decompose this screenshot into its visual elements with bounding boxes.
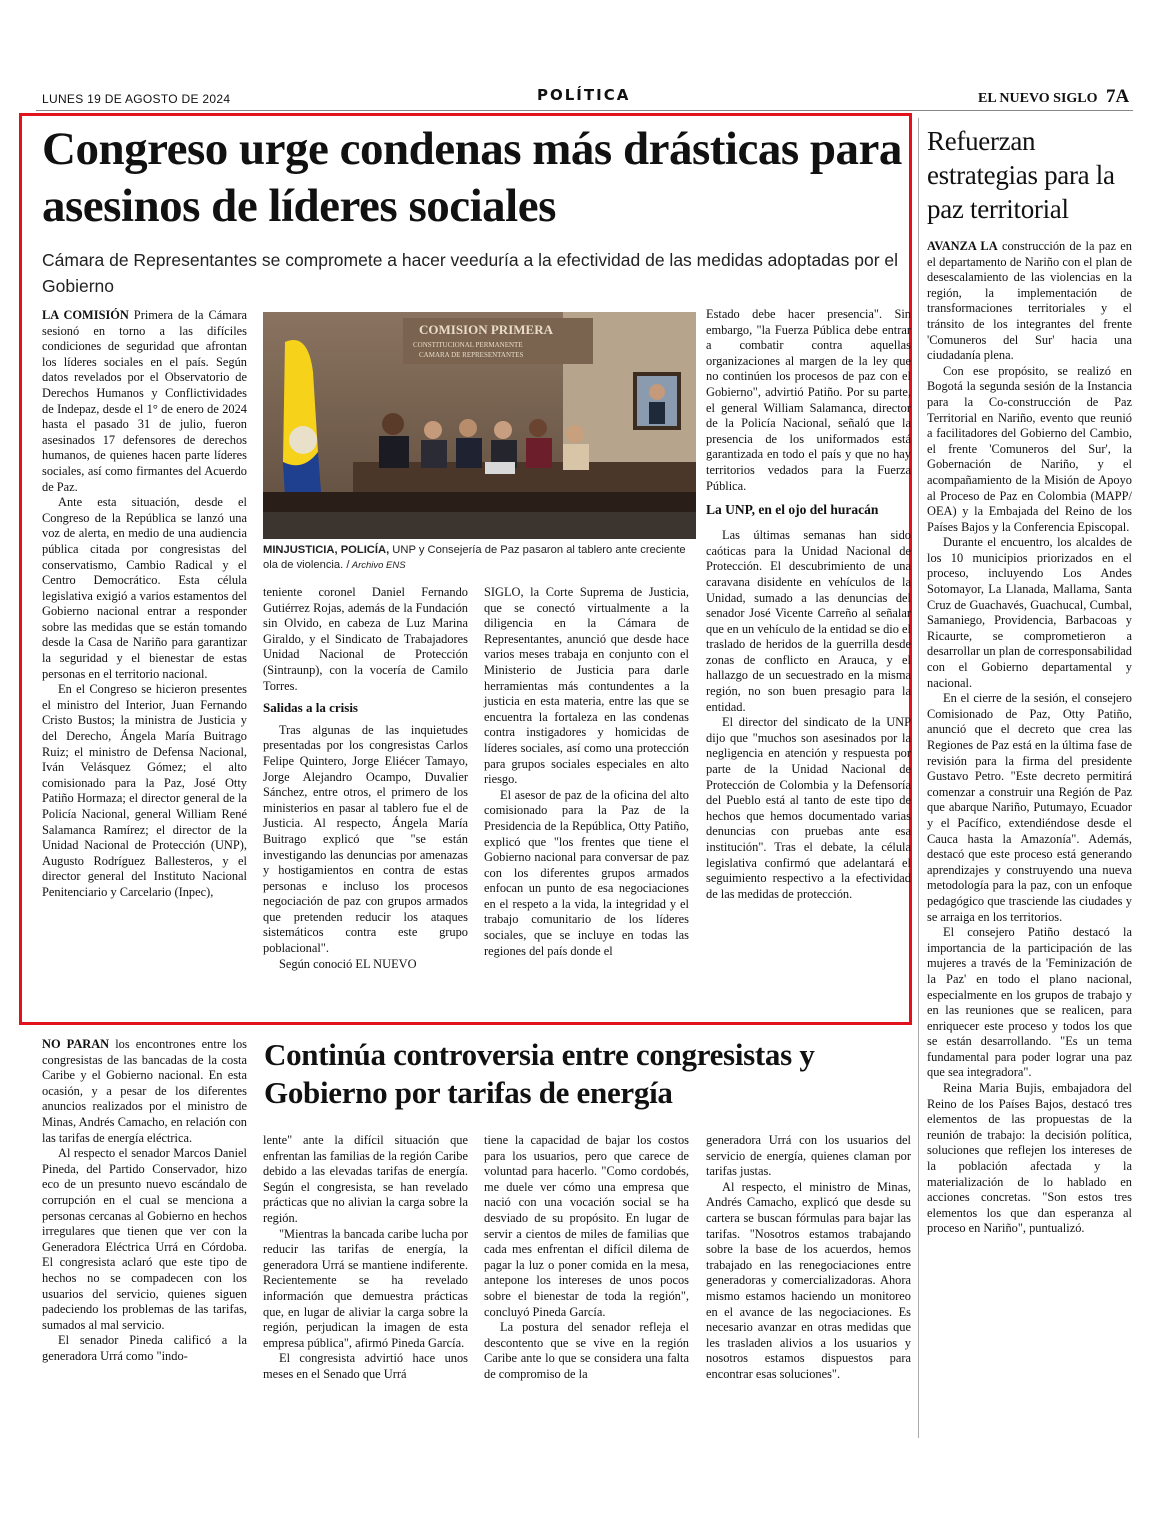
subheading: La UNP, en el ojo del huracán (706, 502, 879, 518)
paragraph: los encontrones entre los congresistas de las bancadas de la costa Caribe y el Gobierno nacional. En esta ocasión, y a pesar de los diferentes anuncios realizados por el ministro de Minas, Andrés Camacho, en relación con las tarifas de energía eléctrica. (42, 1037, 247, 1145)
main-column-3 (484, 585, 689, 959)
paragraph: En el Congreso se hicieron presentes el ministro del Interior, Juan Fernando Cristo Bustos; la ministra de Justicia y del Derecho, Ángela María Buitrago Ruiz; el ministro de Defensa Nacional, Iván Velásquez Gómez; el alto comisionado para la Paz, José Otty Patiño Hormaza; el director general de la Policía Nacional, general William René Salamanca Ramírez; el director de la Unidad Nacional de Protección (UNP), Augusto Rodríguez Ballesteros, y el director general del Instituto Nacional Penitenciario y Carcelario (Inpec), (42, 682, 247, 899)
column-separator (918, 118, 919, 1438)
second-column-1 (42, 1037, 247, 1364)
paragraph: Tras algunas de las inquietudes presentadas por los congresistas Carlos Felipe Quintero, Jorge Eliécer Tamayo, Jorge Alejandro Ocampo, Duvalier Sánchez, entre otros, el primero de los ministerios en pasar al tablero fue el de Justicia. Al respecto, Ángela María Buitrago explicó que "se están investigando las denuncias por amenazas y hostigamientos en contra de estas personas e incluso los procesos negociación de paz con grupos armados que pretenden reducir los ataques sistemáticos contra este grupo poblacional". (263, 722, 468, 956)
article-photo (263, 312, 696, 539)
main-column-1 (42, 308, 247, 901)
paragraph: Según conoció EL NUEVO (279, 956, 417, 971)
paragraph: generadora Urrá con los usuarios del servicio de energía, quienes claman por tarifas justas. (706, 1133, 911, 1179)
photo-sign-line-2: CONSTITUCIONAL PERMANENTE (413, 341, 523, 349)
paragraph: Ante esta situación, desde el Congreso de la República se lanzó una voz de alerta, en medio de una audiencia pública citada por congresistas del conservatismo, Cambio Radical y el Centro Democrático. Esta célula legislativa exigió a varios estamentos del Gobierno nacional entrar a responder sobre las medidas que se están tomando desde la Casa de Nariño para garantizar la seguridad y el bienestar de estas personas en el territorio nacional. (42, 495, 247, 681)
page-number: 7A (1106, 86, 1130, 107)
second-column-3 (484, 1133, 689, 1383)
paragraph: lente" ante la difícil situación que enfrentan las familias de la región Caribe debido a las elevadas tarifas de energía. Según el congresista, se han revelado prácticas que no alivian la carga sobre la región. (263, 1133, 468, 1225)
second-column-4 (706, 1133, 911, 1383)
caption-credit: Archivo ENS (349, 560, 406, 571)
paragraph: Al respecto el senador Marcos Daniel Pineda, del Partido Conservador, hizo eco de un presunto nuevo escándalo de corrupción en el cual se menciona a personas cercanas al Gobierno en hechos irregulares que tienen que ver con la Generadora Eléctrica Urrá en Córdoba. El congresista aclaró que este tipo de hechos no se compadecen con los usuarios del servicio, quienes siguen padeciendo los problemas de las tarifas, sumados al mal servicio. (42, 1146, 247, 1332)
header-rule (36, 110, 1133, 111)
second-headline: Continúa controversia entre congresistas y Gobierno por tarifas de energía (264, 1037, 815, 1110)
section-name: POLÍTICA (537, 86, 631, 104)
paragraph: El director del sindicato de la UNP dijo que "muchos son asesinados por la negligencia en atención y respuesta por parte de la Unidad Nacional de Protección de Colombia y la Defensoría del Pueblo está al tanto de este tipo de hechos que hemos documentado varias denuncias con pruebas ante esa institución". Tras el debate, la célula legislativa confirmó que adelantará el seguimiento respectivo a la efectividad de las medidas de protección. (706, 715, 911, 901)
second-column-2 (263, 1133, 468, 1383)
issue-date: LUNES 19 DE AGOSTO DE 2024 (42, 92, 231, 106)
paragraph: Durante el encuentro, los alcaldes de los 10 municipios priorizados en el proceso, incluyendo Los Andes Sotomayor, La Llanada, Mallama, Santa Cruz de Guachavés, Guachucal, Cumbal, Samaniego, Providencia, Barbacoas y Ricaurte, se comprometieron a desarrollar un plan de corresponsabilidad con el Gobierno departamental y nacional. (927, 535, 1132, 690)
newspaper-name: EL NUEVO SIGLO (978, 91, 1098, 106)
paragraph: teniente coronel Daniel Fernando Gutiérrez Rojas, además de la Fundación sin Olvido, en cabeza de Luz Marina Giraldo, y el Sindicato de Trabajadores Unidad Nacional de Protección (Sintraunp), con la vocería de Camilo Torres. (263, 585, 468, 693)
paragraph: El congresista advirtió hace unos meses en el Senado que Urrá (263, 1351, 468, 1381)
paragraph: El asesor de paz de la oficina del alto comisionado para la Paz de la Presidencia de la República, Otty Patiño, explicó que "los frentes que tiene el Gobierno nacional para conversar de paz con los diferentes grupos armados enfocan un punto de esa negociaciones en el respeto a la vida, la integridad y el trabajo comunitario de los líderes sociales, que se incluye en todas las regiones del país donde el (484, 787, 689, 958)
paragraph: Reina Maria Bujis, embajadora del Reino de los Países Bajos, destacó tres elementos de las propuestas de la reunión de trabajo: la decisión política, soluciones que reflejen los intereses de la población afectada y la materialización de lo hablado en acciones concretas. "Son estos tres elementos los que dan esperanza al proceso en Nariño", puntualizó. (927, 1081, 1132, 1236)
paragraph: El senador Pineda calificó a la generadora Urrá como "indo- (42, 1333, 247, 1363)
paragraph: La postura del senador refleja el descontento que se vive en la región Caribe ante lo que se considera una falta de compromiso de la (484, 1320, 689, 1381)
subheading: Salidas a la crisis (263, 700, 358, 716)
paragraph: Al respecto, el ministro de Minas, Andrés Camacho, explicó que desde su cartera se buscan fórmulas para bajar las tarifas. "Nosotros estamos trabajando sobre la base de los acuerdos, hemos trabajado en las renegociaciones entre generadoras y comercializadoras. Ahora mismo estamos haciendo un monitoreo en el avance de las negociaciones. Es necesario avanzar en otras medidas que les trasladen alivios a los usuarios y nosotros estamos dispuestos para encontrar esas soluciones". (706, 1179, 911, 1381)
side-headline: Refuerzan estrategias para la paz territorial (927, 126, 1115, 224)
main-headline: Congreso urge condenas más drásticas para asesinos de líderes sociales (42, 123, 902, 232)
caption-text: UNP y Consejería de Paz pasaron al tablero ante creciente ola de violencia. / (263, 544, 686, 571)
main-column-2 (263, 585, 468, 972)
paragraph: Las últimas semanas han sido caóticas para la Unidad Nacional de Protección. El descubrimiento de una caravana disidente en vehículos de la Unidad, sumado a las denuncias del senador José Vicente Carreño al señalar que en un vehículo de la entidad se dio el traslado de heridos de la guerrilla desde zonas de conflicto en Arauca, y el hallazgo de un secuestrado en la misma región, no son buen presagio para la entidad. (706, 528, 911, 714)
paragraph: Primera de la Cámara sesionó en torno a las difíciles condiciones de seguridad que afrontan los líderes sociales en el país. Según datos revelados por el Observatorio de Derechos Humanos y Conflictividades de Indepaz, desde el 1° de enero de 2024 hasta el pasado 31 de julio, fueron asesinados 17 defensores de derechos humanos, de quienes hacen parte líderes sociales, así como firmantes del Acuerdo de Paz. (42, 308, 248, 494)
main-subtitle: Cámara de Representantes se compromete a hacer veeduría a la efectividad de las medidas adoptadas por el Gobierno (42, 250, 899, 296)
caption-lead: MINJUSTICIA, POLICÍA, (263, 544, 390, 556)
lead-word: AVANZA LA (927, 239, 998, 253)
photo-sign-line-3: CAMARA DE REPRESENTANTES (419, 351, 524, 359)
paragraph: "Mientras la bancada caribe lucha por reducir las tarifas de energía, la generadora Urrá se mantiene indiferente. Recientemente se ha revelado información que demuestra prácticas que, en lugar de aliviar la carga sobre la región, perjudican la imagen de esta empresa pública", afirmó Pineda García. (263, 1226, 468, 1350)
paragraph: En el cierre de la sesión, el consejero Comisionado de Paz, Otty Patiño, anunció que el decreto que crea las Regiones de Paz está en la última fase de revisión para la firma del presidente Gustavo Petro. "Este decreto permitirá comenzar a construir una Región de Paz que abarque Nariño, Putumayo, Ecuador y el Pacífico, extendiéndose desde el Cauca hasta la Amazonía". Además, destacó que este proceso está generando aprendizajes y construyendo una nueva metodología para la paz, con un enfoque pedagógico que trasciende las ciudades y se arraiga en los territorios. (927, 691, 1132, 924)
paragraph: El consejero Patiño destacó la importancia de la participación de las mujeres a través de la 'Feminización de la Paz' en todo el plano nacional, especialmente en los grupos de trabajo y en las reuniones que se realicen, para enriquecer este proceso y todos los que se están desarrollando. "Es un tema fundamental para poder lograr una paz que sea integradora". (927, 925, 1132, 1080)
main-column-4 (706, 307, 911, 902)
lead-word: LA COMISIÓN (42, 308, 129, 322)
committee-photo-illustration (263, 312, 696, 539)
photo-sign-line-1: COMISION PRIMERA (419, 322, 553, 337)
paragraph: construcción de la paz en el departamento de Nariño con el plan de desescalamiento de las violencias en la región, la implementación de transformaciones territoriales y el tránsito de los integrantes del frente 'Comuneros del Sur' hacia una ciudadanía plena. (927, 239, 1132, 363)
paragraph: SIGLO, la Corte Suprema de Justicia, que se conectó virtualmente a la diligencia en la Cámara de Representantes, anunció que desde hace varios meses trabaja en conjunto con el Ministerio de Justicia para darle herramientas más contundentes a la justicia en esta materia, entre las que se encuentra la fortaleza en las condenas contra instigadores y homicidas de líderes sociales, así como una protección para grupos sociales especiales en alto riesgo. (484, 585, 689, 787)
lead-word: NO PARAN (42, 1037, 110, 1051)
paragraph: Estado debe hacer presencia". Sin embargo, "la Fuerza Pública debe entrar a combatir contra aquellas organizaciones al margen de la ley que no continúen los procesos de paz con el Gobierno", advirtió Patiño. Por su parte, el general William Salamanca, director de la Policía Nacional, señaló que la presencia de los uniformados está garantizada en todo el país y que no hay territorios vedados para la Fuerza Pública. (706, 307, 911, 493)
photo-caption (263, 543, 693, 573)
side-column (927, 239, 1132, 1237)
paragraph: Con ese propósito, se realizó en Bogotá la segunda sesión de la Instancia para la Co-construcción de Paz Territorial en Nariño, evento que reunió a facilitadores del Gobierno del Cambio, el frente 'Comuneros del Sur', la Gobernación de Nariño, y el acompañamiento de la Misión de Apoyo al Proceso de Paz en Colombia (MAPP/ OEA) y la Embajada del Reino de los Países Bajos y la Conferencia Episcopal. (927, 363, 1132, 534)
paragraph: tiene la capacidad de bajar los costos para los usuarios, pero que carece de voluntad para hacerlo. "Como cordobés, me duele ver cómo una empresa que nació con una vocación social se ha desviado de su propósito. En lugar de servir a cientos de miles de familias que cada mes enfrentan el difícil dilema de pagar la luz o poner comida en la mesa, antepone los intereses de unos pocos sobre el bienestar de toda la región", concluyó Pineda García. (484, 1133, 689, 1319)
